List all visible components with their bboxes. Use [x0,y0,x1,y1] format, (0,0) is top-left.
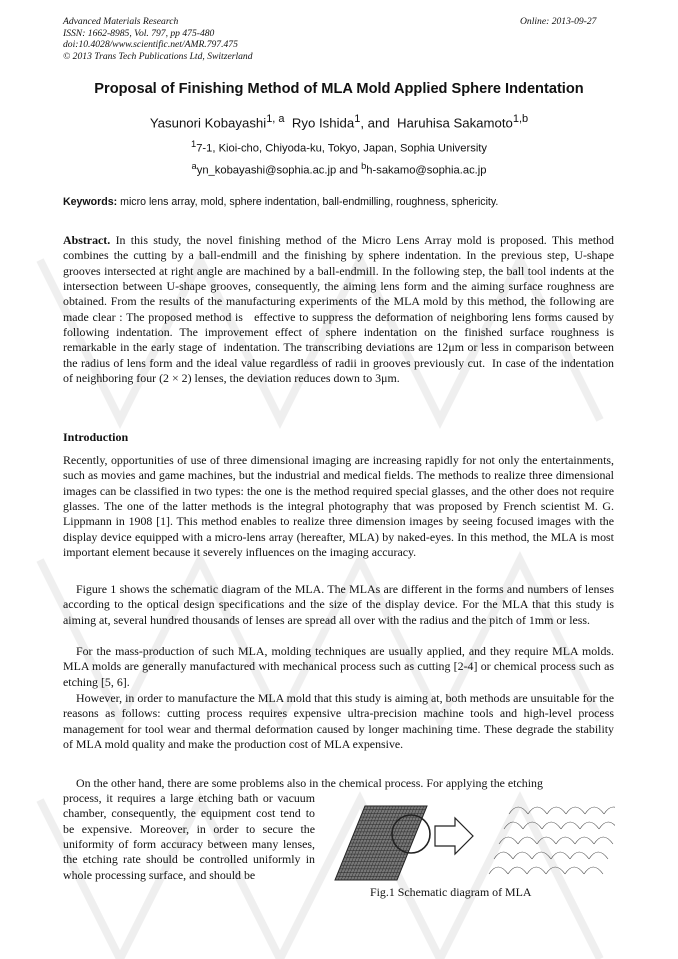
arrow-right-icon [435,818,473,854]
intro-paragraph-text: On the other hand, there are some problems also in the chemical process. For applying the etching [76,776,543,790]
email-separator: and [336,164,362,177]
abstract-text: In this study, the novel finishing method of the Micro Lens Array mold is proposed. This method combines the cutting by a ball-endmill and the finishing by sphere indentation. In the previous step, U-shape grooves intersected at right angle are machined by a ball-endmill. In the following step, the ball tool indents at the intersection between U-shape grooves, consequently, the aiming lens form and the aiming surface roughness are obtained. From the results of the manufacturing experiments of the MLA mold by this method, the following are made clear : The proposed method is effective to suppress the deformation of neighboring lens forms caused by following indentation. The improvement effect of sphere indentation on the finished surface roughness is remarkable in the early stage of indentation. The transcribing deviations are 12μm or less in comparison between the radius of lens form and the ideal value regardless of radii in grooves previously cut. In case of the indentation of neighboring four (2 × 2) lenses, the deviation reduces down to 3μm. [63,233,617,386]
intro-paragraph [63,691,614,752]
lens-arc [509,807,528,814]
email-superscript: b [361,161,367,171]
keywords-label: Keywords: [63,196,118,208]
affiliation-text: 7-1, Kioi-cho, Chiyoda-ku, Tokyo, Japan, Sophia University [196,142,488,155]
journal-issn: ISSN: 1662-8985, Vol. 797, pp 475-480 [63,27,215,39]
lens-arc [556,837,575,844]
author-name: Yasunori Kobayashi [149,115,267,131]
affiliation [40,139,638,155]
section-heading: Introduction [63,430,129,444]
lens-arc [537,837,556,844]
intro-paragraph [63,644,614,690]
lens-arc [513,852,532,859]
author-separator [285,115,289,130]
author-superscript: 1,b [512,113,529,125]
lens-arc [532,852,551,859]
abstract [63,233,617,386]
lens-arc [594,837,613,844]
figure-caption: Fig.1 Schematic diagram of MLA [370,885,532,899]
lens-arc [565,867,584,874]
intro-paragraph-text: For the mass-production of such MLA, molding techniques are usually applied, and they require MLA molds. MLA molds are generally manufactured with mechanical process such as cutting [2-4] or chemical process such as etching [5, 6]. [63,644,614,689]
online-date: Online: 2013-09-27 [520,16,597,27]
lens-arc [599,822,615,829]
lens-arc [528,807,547,814]
intro-paragraph-text: Figure 1 shows the schematic diagram of the MLA. The MLAs are different in the forms and numbers of lenses according to the optical design specifications and the size of the display device. For the MLA that this study is aiming at, several hundred thousands of lenses are spread all over with the radius and the pitch of 1mm or less. [63,582,614,627]
journal-copyright: © 2013 Trans Tech Publications Ltd, Switzerland [63,50,253,62]
author-name: Ryo Ishida [291,115,355,131]
lens-arc [551,852,570,859]
keywords [63,196,623,208]
email-link[interactable]: yn_kobayashi@sophia.ac.jp [196,164,337,177]
journal-doi: doi:10.4028/www.scientific.net/AMR.797.475 [63,39,238,50]
lens-arc [508,867,527,874]
lens-arc [575,837,594,844]
intro-paragraph [63,582,614,628]
intro-paragraph-text: However, in order to manufacture the MLA mold that this study is aiming at, both methods are unsuitable for the reasons as follows: cutting process requires expensive ultra-precision machine tools and high-level process management for tool wear and thermal deformation caused by longer machining time. These degrade the stability of MLA mold quality and make the production cost of MLA expensive. [63,691,614,752]
author-superscript: 1, a [266,113,285,125]
lens-arc [566,807,585,814]
intro-paragraph-continued: process, it requires a large etching bath or vacuum chamber, consequently, the equipment cost tend to be expensive. Moreover, in order to secure the uniformity of form accuracy between many lenses, the etching rate should be controlled uniformly in whole processing surface, and should be [63,791,315,882]
lens-arc [542,822,561,829]
author-name: Haruhisa Sakamoto [397,115,513,131]
lens-arc [527,867,546,874]
lens-arc [523,822,542,829]
email-link[interactable]: h-sakamo@sophia.ac.jp [366,164,487,177]
mla-lens-array [489,807,615,874]
lens-arc [499,837,518,844]
lens-arc [570,852,589,859]
lens-arc [518,837,537,844]
keywords-text: micro lens array, mold, sphere indentation, ball-endmilling, roughness, sphericity. [117,196,499,208]
abstract-label: Abstract. [63,233,111,247]
mla-grid-block [335,806,427,880]
lens-arc [580,822,599,829]
author-superscript: 1 [354,113,361,125]
lens-arc [584,867,603,874]
paper-title: Proposal of Finishing Method of MLA Mold Applied Sphere Indentation [94,81,584,97]
mla-schematic-figure [327,788,615,888]
author-separator: , and [360,115,397,131]
lens-arc [604,807,615,814]
lens-arc [585,807,604,814]
lens-arc [546,867,565,874]
affiliation-superscript: 1 [190,139,197,149]
lens-arc [504,822,523,829]
email-line [40,161,638,177]
author-line [40,113,638,130]
journal-name: Advanced Materials Research [63,16,179,27]
lens-arc [561,822,580,829]
intro-paragraph: Recently, opportunities of use of three dimensional imaging are increasing rapidly for not only the entertainments, such as movies and game machines, but the industrial and medical fields. The methods to realize three dimensional images can be classified in two types: the one is the method required special glasses, and the other does not require glasses. The one of the latter methods is the integral photography that was proposed by French scientist M. G. Lippmann in 1908 [1]. This method enables to realize three dimension images by seeing focused images with the display device equipped with a micro-lens array (hereafter, MLA) by naked-eyes. In this method, the MLA is most important element because it severely influences on the imaging accuracy. [63,453,614,560]
lens-arc [589,852,608,859]
lens-arc [489,867,508,874]
lens-arc [494,852,513,859]
journal-header [63,16,253,62]
email-superscript: a [191,161,197,171]
lens-arc [547,807,566,814]
